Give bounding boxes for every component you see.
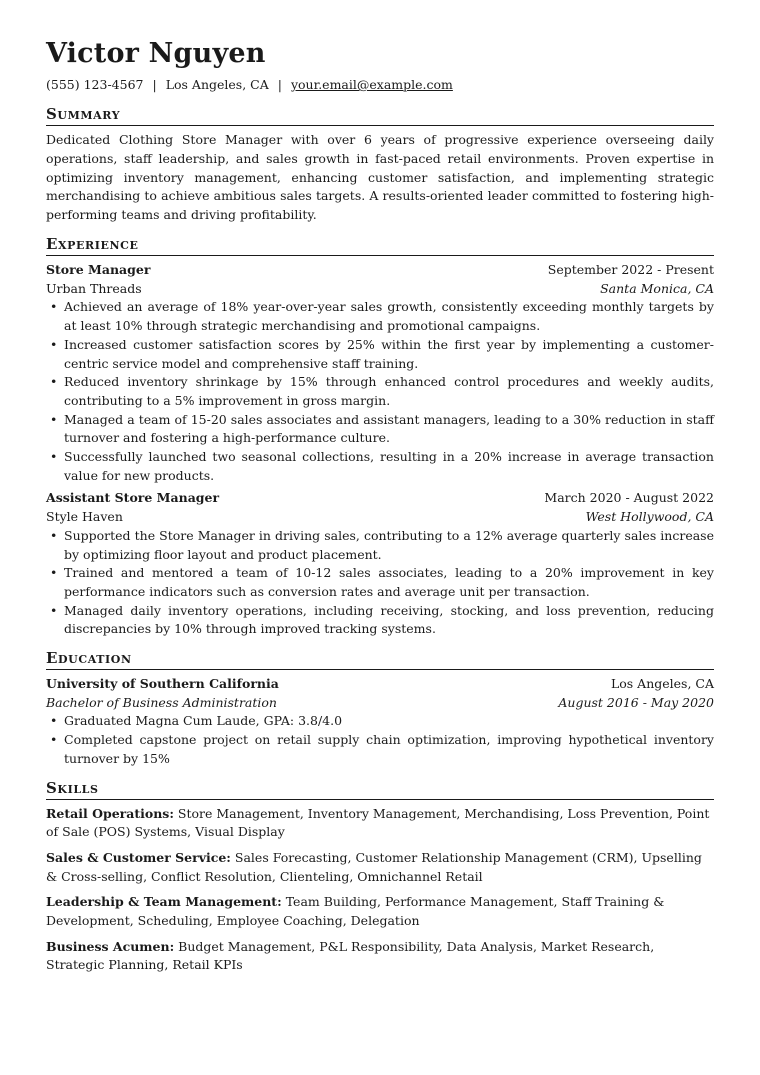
skill-list: Store Management, Inventory Management, Merchandising, Loss Prevention, Point of Sale (POS) Systems, Visual Display bbox=[46, 805, 710, 840]
section-title-experience: Experience bbox=[46, 234, 714, 256]
experience-section bbox=[46, 234, 714, 639]
section-title-summary: Summary bbox=[46, 104, 714, 126]
skill-list: Budget Management, P&L Responsibility, Data Analysis, Market Research, Strategic Planning, Retail KPIs bbox=[46, 938, 655, 973]
skill-line bbox=[46, 805, 714, 842]
job-location: West Hollywood, CA bbox=[585, 509, 714, 525]
list-item: • Managed a team of 15-20 sales associates and assistant managers, leading to a 30% reduction in staff turnover and fostering a high-performance culture. bbox=[64, 411, 714, 448]
skill-category: Sales & Customer Service: bbox=[46, 849, 231, 865]
summary-section bbox=[46, 104, 714, 225]
skill-category: Leadership & Team Management: bbox=[46, 894, 282, 910]
summary-text: Dedicated Clothing Store Manager with over 6 years of progressive experience overseeing daily operations, staff leadership, and sales growth in fast-paced retail environments. Proven expertise in optimizing inventory management, enhancing customer satisfaction, and implementing strategic merchandising to achieve ambitious sales targets. A results-oriented leader committed to fostering high-performing teams and driving profitability. bbox=[46, 132, 714, 223]
degree-name: Bachelor of Business Administration bbox=[46, 694, 277, 710]
list-item: • Completed capstone project on retail supply chain optimization, improving hypothetical inventory turnover by 15% bbox=[64, 731, 714, 768]
education-bullets bbox=[46, 712, 714, 768]
education-dates: August 2016 - May 2020 bbox=[558, 694, 714, 710]
job-bullets bbox=[46, 527, 714, 639]
skill-line bbox=[46, 893, 714, 930]
candidate-name: Victor Nguyen bbox=[46, 38, 266, 69]
contact-separator: | bbox=[152, 77, 157, 92]
school-location: Los Angeles, CA bbox=[610, 676, 714, 692]
skill-category: Retail Operations: bbox=[46, 805, 174, 821]
location: Los Angeles, CA bbox=[165, 77, 269, 92]
contact-line bbox=[46, 76, 714, 94]
email-link[interactable]: your.email@example.com bbox=[290, 77, 453, 92]
skill-list: Team Building, Performance Management, Staff Training & Development, Scheduling, Employee Coaching, Delegation bbox=[46, 894, 665, 929]
education-section bbox=[46, 648, 714, 769]
skill-category: Business Acumen: bbox=[46, 938, 175, 954]
job-company: Urban Threads bbox=[46, 280, 142, 296]
job-subheader bbox=[46, 280, 714, 299]
job-role: Assistant Store Manager bbox=[46, 490, 220, 506]
list-item: • Graduated Magna Cum Laude, GPA: 3.8/4.0 bbox=[64, 712, 714, 731]
skill-list: Sales Forecasting, Customer Relationship Management (CRM), Upselling & Cross-selling, Conflict Resolution, Clienteling, Omnichannel Retail bbox=[46, 849, 702, 884]
job-header bbox=[46, 261, 714, 280]
job-company: Style Haven bbox=[46, 509, 123, 525]
contact-separator: | bbox=[277, 77, 282, 92]
section-title-skills: Skills bbox=[46, 778, 714, 800]
school-name: University of Southern California bbox=[46, 676, 279, 692]
phone-number: (555) 123-4567 bbox=[46, 77, 144, 92]
job-subheader bbox=[46, 508, 714, 527]
job-dates: March 2020 - August 2022 bbox=[544, 490, 714, 506]
job-entry bbox=[46, 489, 714, 639]
list-item: • Supported the Store Manager in driving sales, contributing to a 12% average quarterly sales increase by optimizing floor layout and product placement. bbox=[64, 527, 714, 564]
list-item: • Successfully launched two seasonal collections, resulting in a 20% increase in average transaction value for new products. bbox=[64, 448, 714, 485]
education-header bbox=[46, 675, 714, 694]
job-role: Store Manager bbox=[46, 261, 151, 277]
job-header bbox=[46, 489, 714, 508]
job-bullets bbox=[46, 298, 714, 485]
list-item: • Increased customer satisfaction scores by 25% within the first year by implementing a customer-centric service model and comprehensive staff training. bbox=[64, 336, 714, 373]
skill-line bbox=[46, 938, 714, 975]
skills-section bbox=[46, 778, 714, 976]
list-item: • Trained and mentored a team of 10-12 sales associates, leading to a 20% improvement in key performance indicators such as conversion rates and average unit per transaction. bbox=[64, 564, 714, 601]
list-item: • Reduced inventory shrinkage by 15% through enhanced control procedures and weekly audits, contributing to a 5% improvement in gross margin. bbox=[64, 373, 714, 410]
education-subheader bbox=[46, 694, 714, 713]
list-item: • Achieved an average of 18% year-over-year sales growth, consistently exceeding monthly targets by at least 10% through strategic merchandising and promotional campaigns. bbox=[64, 298, 714, 335]
job-entry bbox=[46, 261, 714, 485]
skill-line bbox=[46, 849, 714, 886]
list-item: • Managed daily inventory operations, including receiving, stocking, and loss prevention, reducing discrepancies by 10% through improved tracking systems. bbox=[64, 602, 714, 639]
job-location: Santa Monica, CA bbox=[600, 280, 714, 296]
section-title-education: Education bbox=[46, 648, 714, 670]
job-dates: September 2022 - Present bbox=[547, 261, 714, 277]
